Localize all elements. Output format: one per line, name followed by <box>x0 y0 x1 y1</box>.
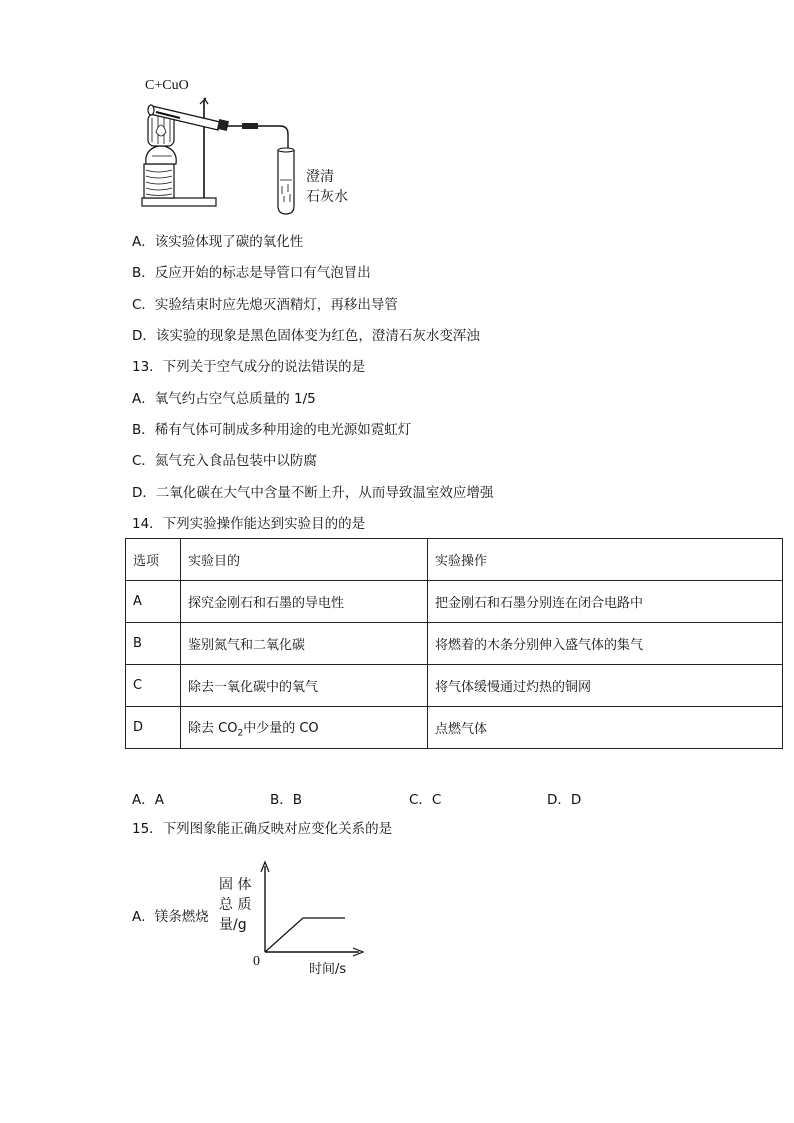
q13-option-c: C．氮气充入食品包装中以防腐 <box>132 453 317 469</box>
q15-graph <box>215 860 375 980</box>
row-option: A <box>126 581 181 623</box>
q14-answer-options <box>0 788 794 808</box>
limewater-label-line2: 石灰水 <box>306 189 348 205</box>
table-row <box>126 581 783 623</box>
table-row <box>126 707 783 749</box>
row-operation: 点燃气体 <box>428 707 783 749</box>
goal-text-pre: 除去 CO <box>188 720 238 736</box>
row-goal: 探究金刚石和石墨的导电性 <box>181 581 428 623</box>
q15-stem: 15．下列图象能正确反映对应变化关系的是 <box>132 821 393 837</box>
header-operation: 实验操作 <box>428 539 783 581</box>
q13-option-a: A．氧气约占空气总质量的 1/5 <box>132 391 316 407</box>
row-goal: 鉴别氮气和二氧化碳 <box>181 623 428 665</box>
answer-b: B．B <box>270 792 303 808</box>
q14-stem: 14．下列实验操作能达到实验目的的是 <box>132 516 366 532</box>
row-option: C <box>126 665 181 707</box>
goal-text-post: 中少量的 CO <box>243 720 319 736</box>
graph-ylabel-line3: 量/g <box>219 917 247 933</box>
q12-option-a: A．该实验体现了碳的氧化性 <box>132 234 304 250</box>
graph-origin: 0 <box>253 954 260 969</box>
q12-option-b: B．反应开始的标志是导管口有气泡冒出 <box>132 265 371 281</box>
graph-ylabel-line2: 总 质 <box>219 897 252 913</box>
apparatus-figure <box>130 74 360 219</box>
goal-subscript: 2 <box>237 728 244 739</box>
q14-table <box>125 538 783 749</box>
row-option: D <box>126 707 181 749</box>
q13-option-b: B．稀有气体可制成多种用途的电光源如霓虹灯 <box>132 422 412 438</box>
table-row <box>126 665 783 707</box>
q12-option-d: D．该实验的现象是黑色固体变为红色，澄清石灰水变浑浊 <box>132 328 480 344</box>
table-row <box>126 623 783 665</box>
graph-ylabel-line1: 固 体 <box>219 877 252 893</box>
q13-option-d: D．二氧化碳在大气中含量不断上升，从而导致温室效应增强 <box>132 485 494 501</box>
q12-option-c: C．实验结束时应先熄灭酒精灯，再移出导管 <box>132 297 398 313</box>
row-option: B <box>126 623 181 665</box>
graph-xlabel: 时间/s <box>309 962 347 977</box>
q15-option-a-label: A．镁条燃烧 <box>132 909 209 925</box>
answer-c: C．C <box>409 792 442 808</box>
answer-a: A．A <box>132 792 164 808</box>
q13-stem: 13．下列关于空气成分的说法错误的是 <box>132 359 366 375</box>
row-operation: 将燃着的木条分别伸入盛气体的集气 <box>428 623 783 665</box>
header-option: 选项 <box>126 539 181 581</box>
reactant-label: C+CuO <box>145 78 189 93</box>
limewater-label-line1: 澄清 <box>306 169 334 185</box>
graph-axes <box>215 860 375 980</box>
row-operation: 将气体缓慢通过灼热的铜网 <box>428 665 783 707</box>
row-operation: 把金刚石和石墨分别连在闭合电路中 <box>428 581 783 623</box>
answer-d: D．D <box>547 792 582 808</box>
table-header-row <box>126 539 783 581</box>
row-goal <box>181 707 428 749</box>
row-goal: 除去一氧化碳中的氧气 <box>181 665 428 707</box>
graph-curve <box>265 918 345 952</box>
header-goal: 实验目的 <box>181 539 428 581</box>
